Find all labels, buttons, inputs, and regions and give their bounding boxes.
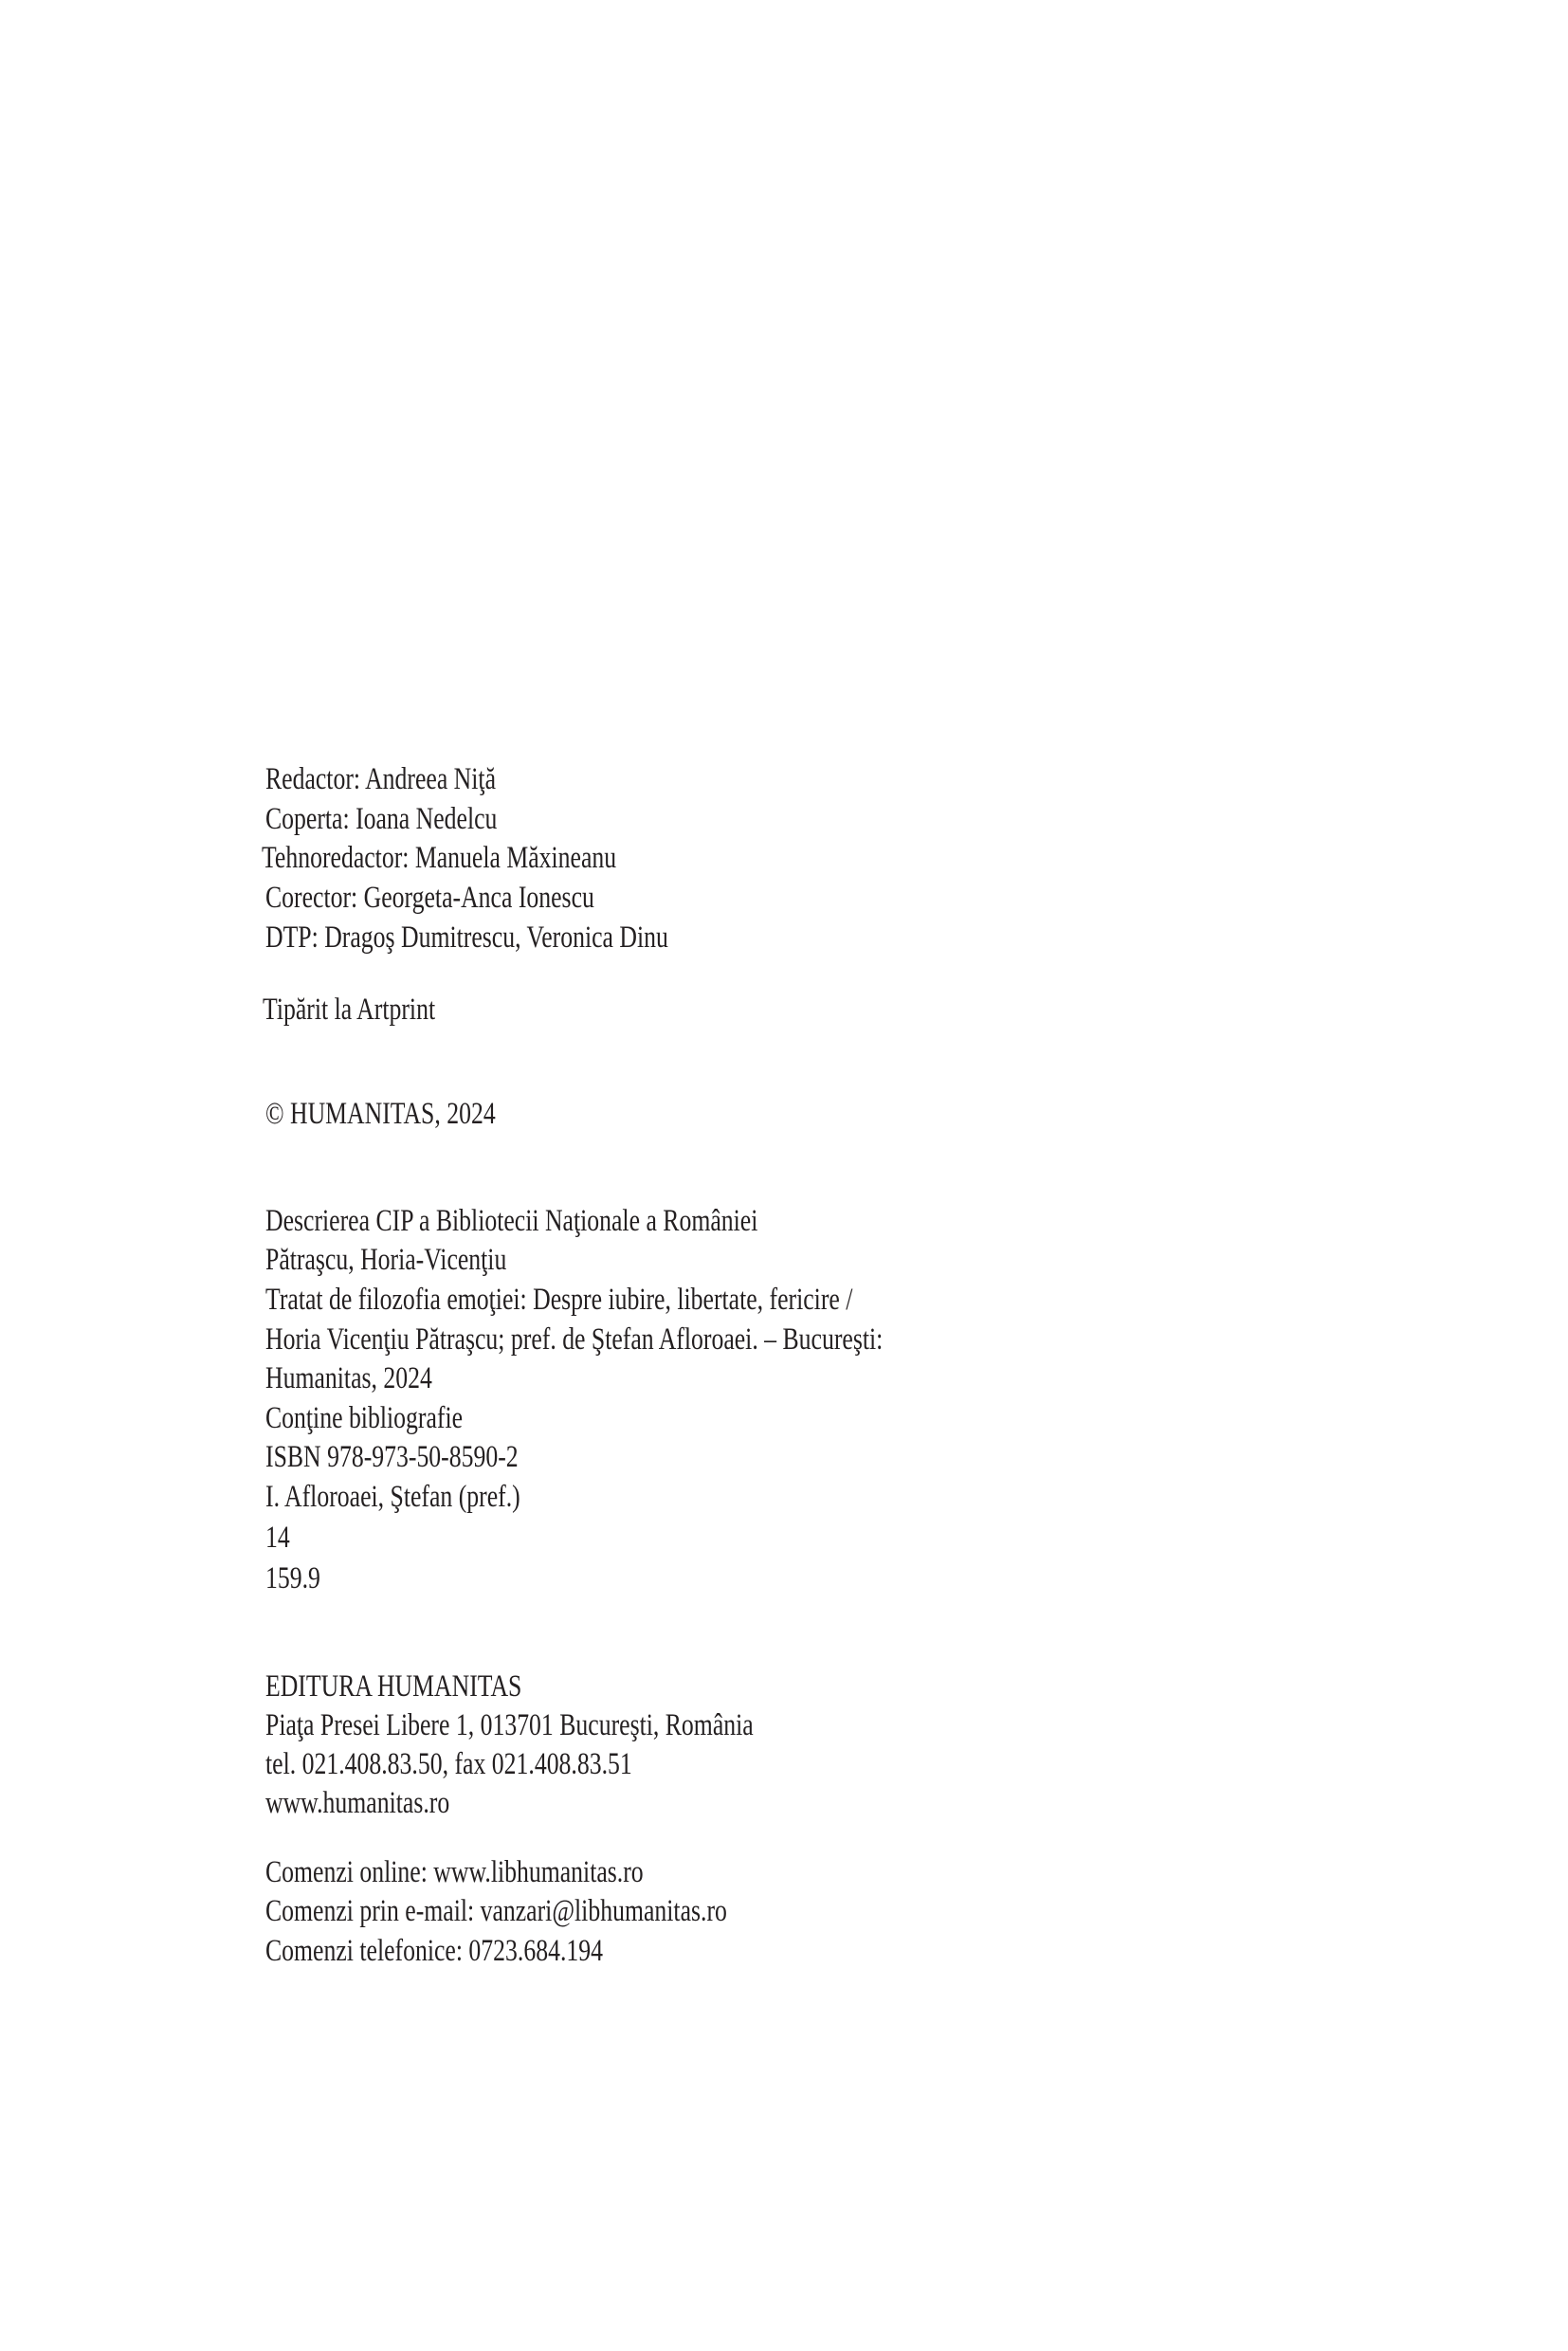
printer-line: Tipărit la Artprint	[263, 993, 436, 1027]
publisher-phone: tel. 021.408.83.50, fax 021.408.83.51	[265, 1747, 632, 1781]
orders-online: Comenzi online: www.libhumanitas.ro	[265, 1855, 644, 1889]
cip-isbn: ISBN 978-973-50-8590-2	[265, 1440, 519, 1474]
credit-line-editor: Redactor: Andreea Niţă	[265, 762, 497, 796]
cip-line: Tratat de filozofia emoţiei: Despre iubire, libertate, fericire /	[265, 1283, 853, 1317]
cip-line: Descrierea CIP a Bibliotecii Naţionale a României	[265, 1204, 758, 1238]
cip-line: 159.9	[265, 1561, 320, 1595]
credit-line-dtp: DTP: Dragoş Dumitrescu, Veronica Dinu	[265, 920, 668, 955]
cip-line: I. Afloroaei, Ştefan (pref.)	[265, 1480, 520, 1514]
cip-line: Horia Vicenţiu Pătraşcu; pref. de Ştefan Afloroaei. – Bucureşti:	[265, 1322, 884, 1357]
publisher-name: EDITURA HUMANITAS	[265, 1669, 522, 1704]
credit-line-typesetter: Tehnoredactor: Manuela Măxineanu	[262, 841, 617, 875]
credit-line-cover: Coperta: Ioana Nedelcu	[265, 802, 498, 836]
publisher-website: www.humanitas.ro	[265, 1786, 450, 1820]
orders-phone: Comenzi telefonice: 0723.684.194	[265, 1934, 603, 1968]
cip-line: 14	[265, 1521, 290, 1555]
cip-line: Pătraşcu, Horia-Vicenţiu	[265, 1243, 507, 1277]
cip-line: Humanitas, 2024	[265, 1361, 432, 1395]
credit-line-proofreader: Corector: Georgeta-Anca Ionescu	[265, 881, 594, 915]
cip-line: Conţine bibliografie	[265, 1401, 464, 1435]
copyright-line: © HUMANITAS, 2024	[265, 1097, 496, 1131]
publisher-address: Piaţa Presei Libere 1, 013701 Bucureşti, România	[265, 1708, 754, 1742]
orders-email: Comenzi prin e-mail: vanzari@libhumanitas.ro	[265, 1894, 727, 1928]
